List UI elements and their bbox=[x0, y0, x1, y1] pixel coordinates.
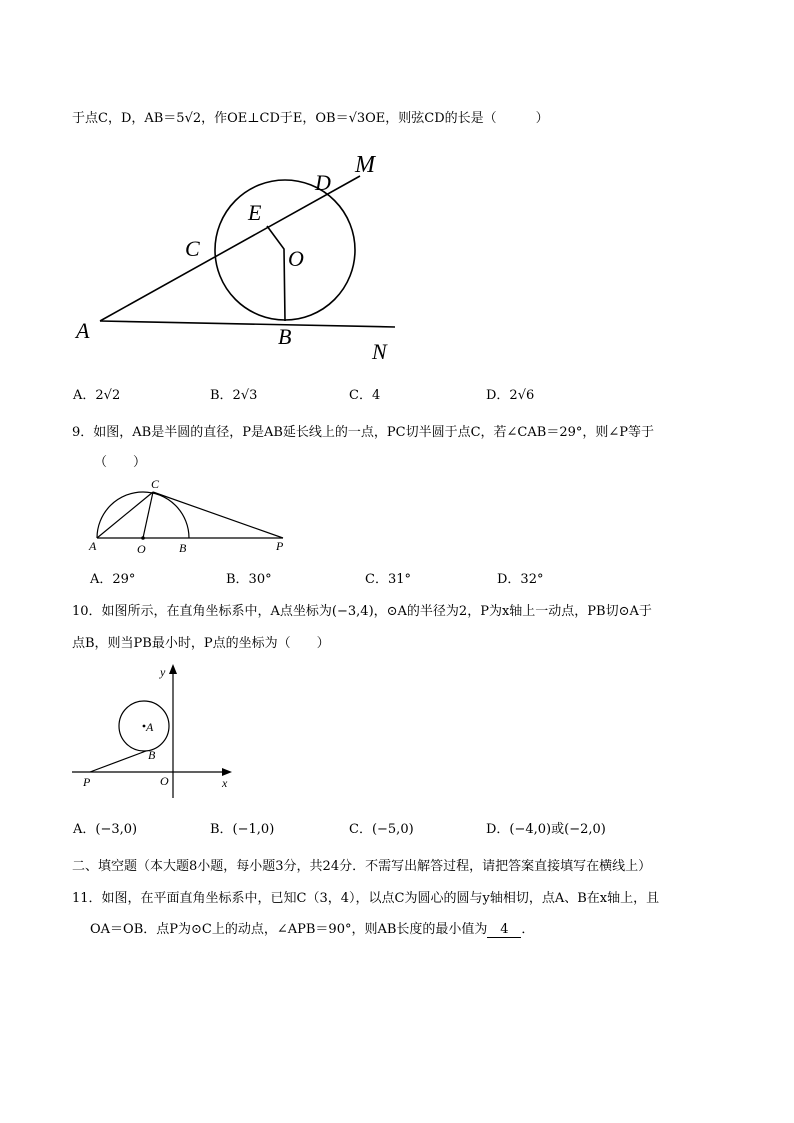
q10-option-a[interactable]: A．(−3,0) bbox=[73, 822, 138, 837]
q10-option-b[interactable]: B．(−1,0) bbox=[210, 822, 275, 837]
q9-point-o bbox=[141, 536, 145, 540]
q8-label-b: B bbox=[278, 324, 292, 349]
q10-y-arrow bbox=[169, 664, 177, 674]
q10-label-o: O bbox=[160, 774, 169, 788]
q11-answer-blank[interactable]: 4 bbox=[487, 922, 521, 938]
q10-figure bbox=[70, 660, 240, 800]
q11-stem-line1: 11．如图，在平面直角坐标系中，已知C（3，4），以点C为圆心的圆与y轴相切，点A、B在x轴上，且 bbox=[72, 891, 660, 906]
q8-label-m: M bbox=[355, 152, 375, 178]
q10-option-c[interactable]: C．(−5,0) bbox=[349, 822, 414, 837]
q9-stem-line2: （ ） bbox=[94, 455, 147, 470]
q9-figure bbox=[85, 476, 300, 558]
q9-stem-line1: 9．如图，AB是半圆的直径，P是AB延长线上的一点，PC切半圆于点C，若∠CAB＝29°，则∠P等于 bbox=[72, 425, 655, 440]
q9-label-o: O bbox=[137, 542, 146, 556]
q9-option-b[interactable]: B．30° bbox=[226, 572, 272, 587]
q8-option-b[interactable]: B．2√3 bbox=[210, 388, 258, 403]
q8-figure bbox=[70, 148, 410, 368]
q9-semicircle bbox=[97, 492, 189, 538]
q8-label-e: E bbox=[248, 200, 262, 225]
q10-label-x: x bbox=[222, 776, 228, 790]
q8-segment-eob bbox=[267, 226, 285, 321]
q8-option-d[interactable]: D．2√6 bbox=[486, 388, 535, 403]
q10-label-b: B bbox=[148, 748, 156, 762]
q8-label-n: N bbox=[372, 339, 387, 364]
q11-stem-line2-text: OA＝OB．点P为⊙C上的动点，∠APB＝90°，则AB长度的最小值为 bbox=[90, 922, 488, 937]
q9-option-a[interactable]: A．29° bbox=[90, 572, 136, 587]
q8-stem: 于点C，D，AB＝5√2，作OE⊥CD于E，OB＝√3OE，则弦CD的长是（ ） bbox=[72, 111, 549, 126]
q9-label-p: P bbox=[276, 539, 284, 553]
q9-label-c: C bbox=[151, 477, 160, 491]
q9-option-c[interactable]: C．31° bbox=[365, 572, 411, 587]
q10-point-a bbox=[143, 725, 146, 728]
q10-stem-line2: 点B，则当PB最小时，P点的坐标为（ ） bbox=[72, 636, 330, 651]
q9-line-cp bbox=[153, 492, 283, 538]
q10-x-arrow bbox=[222, 768, 232, 776]
q8-label-c: C bbox=[185, 236, 200, 261]
q9-option-d[interactable]: D．32° bbox=[497, 572, 544, 587]
q10-stem-line1: 10．如图所示，在直角坐标系中，A点坐标为(−3,4)，⊙A的半径为2，P为x轴上一动点，PB切⊙A于 bbox=[72, 604, 652, 619]
section2-heading: 二、填空题（本大题8小题，每小题3分，共24分．不需写出解答过程，请把答案直接填写在横线上） bbox=[72, 859, 652, 874]
q9-label-a: A bbox=[89, 539, 97, 553]
q8-option-c[interactable]: C．4 bbox=[349, 388, 381, 403]
q8-label-d: D bbox=[315, 170, 331, 195]
q10-option-d[interactable]: D．(−4,0)或(−2,0) bbox=[486, 822, 606, 837]
q8-option-a[interactable]: A．2√2 bbox=[73, 388, 121, 403]
q8-label-a: A bbox=[76, 318, 90, 343]
q11-stem-line2-end: ． bbox=[521, 922, 535, 937]
q10-label-p: P bbox=[83, 775, 91, 789]
q10-label-y: y bbox=[160, 665, 166, 679]
q8-label-o: O bbox=[288, 246, 304, 271]
q10-label-a: A bbox=[146, 720, 154, 734]
q8-line-am bbox=[100, 176, 360, 321]
q9-label-b: B bbox=[179, 541, 187, 555]
q11-stem-line2 bbox=[90, 918, 534, 938]
q10-line-pb bbox=[90, 751, 146, 772]
q8-line-an bbox=[100, 321, 395, 327]
